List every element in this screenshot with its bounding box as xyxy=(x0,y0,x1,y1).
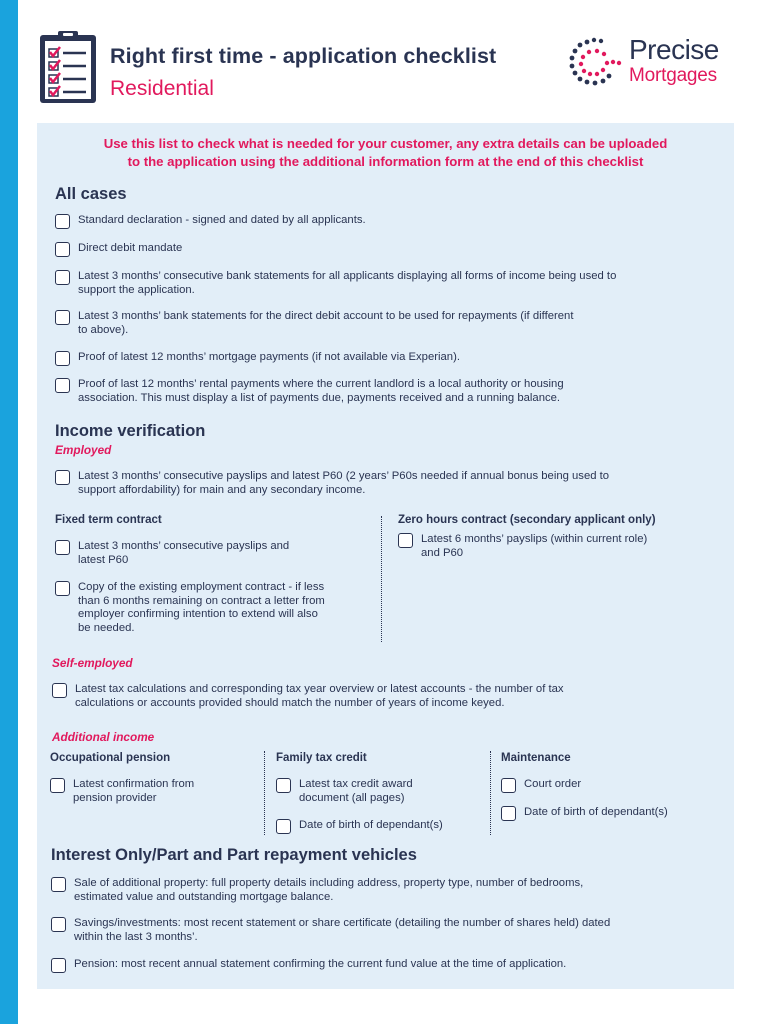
checkbox[interactable] xyxy=(55,470,70,485)
checklist-item xyxy=(51,877,583,904)
checkbox[interactable] xyxy=(55,270,70,285)
subheading-additional-income: Additional income xyxy=(52,730,155,744)
item-line: Proof of last 12 months’ rental payments where the current landlord is a local authority or housing xyxy=(78,378,564,390)
intro-text xyxy=(37,135,734,171)
checklist-item xyxy=(55,540,289,567)
precise-mortgages-logo xyxy=(567,34,739,90)
item-line: estimated value and outstanding mortgage balance. xyxy=(74,890,334,903)
checklist-item xyxy=(55,378,564,405)
item-line: Direct debit mandate xyxy=(78,242,183,254)
checklist-item xyxy=(52,683,564,710)
subheading-self-employed: Self-employed xyxy=(52,656,133,670)
checklist-item xyxy=(55,470,609,497)
subheading-employed: Employed xyxy=(55,443,112,457)
logo-name: Precise xyxy=(629,34,719,65)
checkbox[interactable] xyxy=(55,378,70,393)
checkbox[interactable] xyxy=(55,581,70,596)
checkbox[interactable] xyxy=(501,806,516,821)
left-edge-bar xyxy=(0,0,18,1024)
item-line: pension provider xyxy=(73,791,157,804)
checkbox[interactable] xyxy=(51,917,66,932)
section-heading-interest-only: Interest Only/Part and Part repayment vehicles xyxy=(51,846,417,864)
checklist-item xyxy=(501,778,581,793)
item-line: Latest tax calculations and corresponding tax year overview or latest accounts - the number of tax xyxy=(75,683,564,695)
item-text xyxy=(75,683,564,710)
item-text xyxy=(421,533,647,560)
item-text xyxy=(78,581,325,635)
logo-tagline: Mortgages xyxy=(629,65,717,86)
item-text xyxy=(74,917,610,944)
checkbox[interactable] xyxy=(398,533,413,548)
item-line: Latest 3 months’ consecutive payslips and xyxy=(78,540,290,552)
column-heading-family-tax: Family tax credit xyxy=(276,752,367,764)
column-divider xyxy=(264,751,265,835)
column-heading-maintenance: Maintenance xyxy=(501,752,571,764)
checklist-item xyxy=(276,778,413,805)
item-line: Latest 3 months’ consecutive bank statements for all applicants displaying all forms of income being used to xyxy=(78,270,617,282)
item-text xyxy=(74,958,566,972)
item-text xyxy=(73,778,194,805)
section-heading-income: Income verification xyxy=(55,422,206,440)
item-text xyxy=(74,877,583,904)
checkbox[interactable] xyxy=(51,958,66,973)
item-line: Court order xyxy=(524,778,582,790)
checkbox[interactable] xyxy=(55,351,70,366)
checkbox[interactable] xyxy=(50,778,65,793)
item-line: and P60 xyxy=(421,546,464,559)
column-divider xyxy=(490,751,491,835)
item-line: support affordability) for main and any secondary income. xyxy=(78,483,366,496)
item-text xyxy=(524,806,668,820)
item-line: Latest 3 months’ bank statements for the direct debit account to be used for repayments (if different xyxy=(78,310,574,322)
checklist-item xyxy=(398,533,647,560)
item-line: Standard declaration - signed and dated by all applicants. xyxy=(78,214,366,226)
item-text xyxy=(78,310,573,337)
checkbox[interactable] xyxy=(51,877,66,892)
item-line: to above). xyxy=(78,323,129,336)
item-text xyxy=(78,470,609,497)
checklist-item xyxy=(55,310,573,337)
item-line: document (all pages) xyxy=(299,791,405,804)
checkbox[interactable] xyxy=(55,540,70,555)
checkbox[interactable] xyxy=(55,242,70,257)
checklist-item xyxy=(55,242,182,257)
item-text xyxy=(299,778,413,805)
item-line: Copy of the existing employment contract - if less xyxy=(78,581,325,593)
item-line: be needed. xyxy=(78,621,135,634)
column-heading-zero-hours: Zero hours contract (secondary applicant only) xyxy=(398,514,656,526)
item-line: Latest confirmation from xyxy=(73,778,195,790)
item-line: Latest 6 months’ payslips (within current role) xyxy=(421,533,648,545)
intro-line: Use this list to check what is needed for your customer, any extra details can be uploaded xyxy=(103,136,668,151)
column-heading-pension: Occupational pension xyxy=(50,752,171,764)
item-line: than 6 months remaining on contract a letter from xyxy=(78,594,325,607)
item-line: Date of birth of dependant(s) xyxy=(524,806,668,818)
checkbox[interactable] xyxy=(55,310,70,325)
item-text xyxy=(78,270,616,297)
checklist-item xyxy=(51,958,566,973)
checkbox[interactable] xyxy=(276,778,291,793)
checkbox[interactable] xyxy=(276,819,291,834)
intro-line: to the application using the additional information form at the end of this checklist xyxy=(127,154,644,169)
checklist-item xyxy=(51,917,610,944)
item-line: calculations or accounts provided should match the number of years of income keyed. xyxy=(75,696,505,709)
item-line: Date of birth of dependant(s) xyxy=(299,819,443,831)
checklist-panel xyxy=(37,123,734,989)
clipboard-checklist-icon xyxy=(38,29,98,105)
section-heading-all-cases: All cases xyxy=(55,185,127,203)
checklist-item xyxy=(55,214,366,229)
item-line: Sale of additional property: full property details including address, property type, number of bedrooms, xyxy=(74,877,584,889)
item-text xyxy=(299,819,443,833)
item-text xyxy=(78,540,289,567)
item-line: within the last 3 months’. xyxy=(74,930,198,943)
page-subtitle: Residential xyxy=(110,77,214,100)
checkbox[interactable] xyxy=(52,683,67,698)
item-text xyxy=(78,214,366,228)
checklist-item xyxy=(276,819,443,834)
checkbox[interactable] xyxy=(55,214,70,229)
page-title: Right first time - application checklist xyxy=(110,44,497,68)
item-text xyxy=(78,378,564,405)
checklist-item xyxy=(501,806,668,821)
checklist-item xyxy=(55,351,460,366)
item-line: Savings/investments: most recent statement or share certificate (detailing the number of shares held) dated xyxy=(74,917,611,929)
item-line: Pension: most recent annual statement confirming the current fund value at the time of application. xyxy=(74,958,567,970)
item-line: Proof of latest 12 months’ mortgage payments (if not available via Experian). xyxy=(78,351,460,363)
checklist-item xyxy=(55,581,325,635)
checklist-item xyxy=(50,778,194,805)
item-text xyxy=(78,351,460,365)
checklist-item xyxy=(55,270,616,297)
column-divider xyxy=(381,516,382,642)
item-line: Latest 3 months’ consecutive payslips and latest P60 (2 years’ P60s needed if annual bonus being used to xyxy=(78,470,610,482)
checkbox[interactable] xyxy=(501,778,516,793)
item-line: employer confirming intention to extend will also xyxy=(78,608,318,620)
item-line: support the application. xyxy=(78,283,195,296)
column-heading-fixed-term: Fixed term contract xyxy=(55,514,162,526)
item-text xyxy=(78,242,182,256)
item-text xyxy=(524,778,581,792)
item-line: latest P60 xyxy=(78,553,129,566)
item-line: Latest tax credit award xyxy=(299,778,413,790)
precise-logo-mark xyxy=(567,36,625,88)
item-line: association. This must display a list of payments due, payments received and a running balance. xyxy=(78,391,561,404)
